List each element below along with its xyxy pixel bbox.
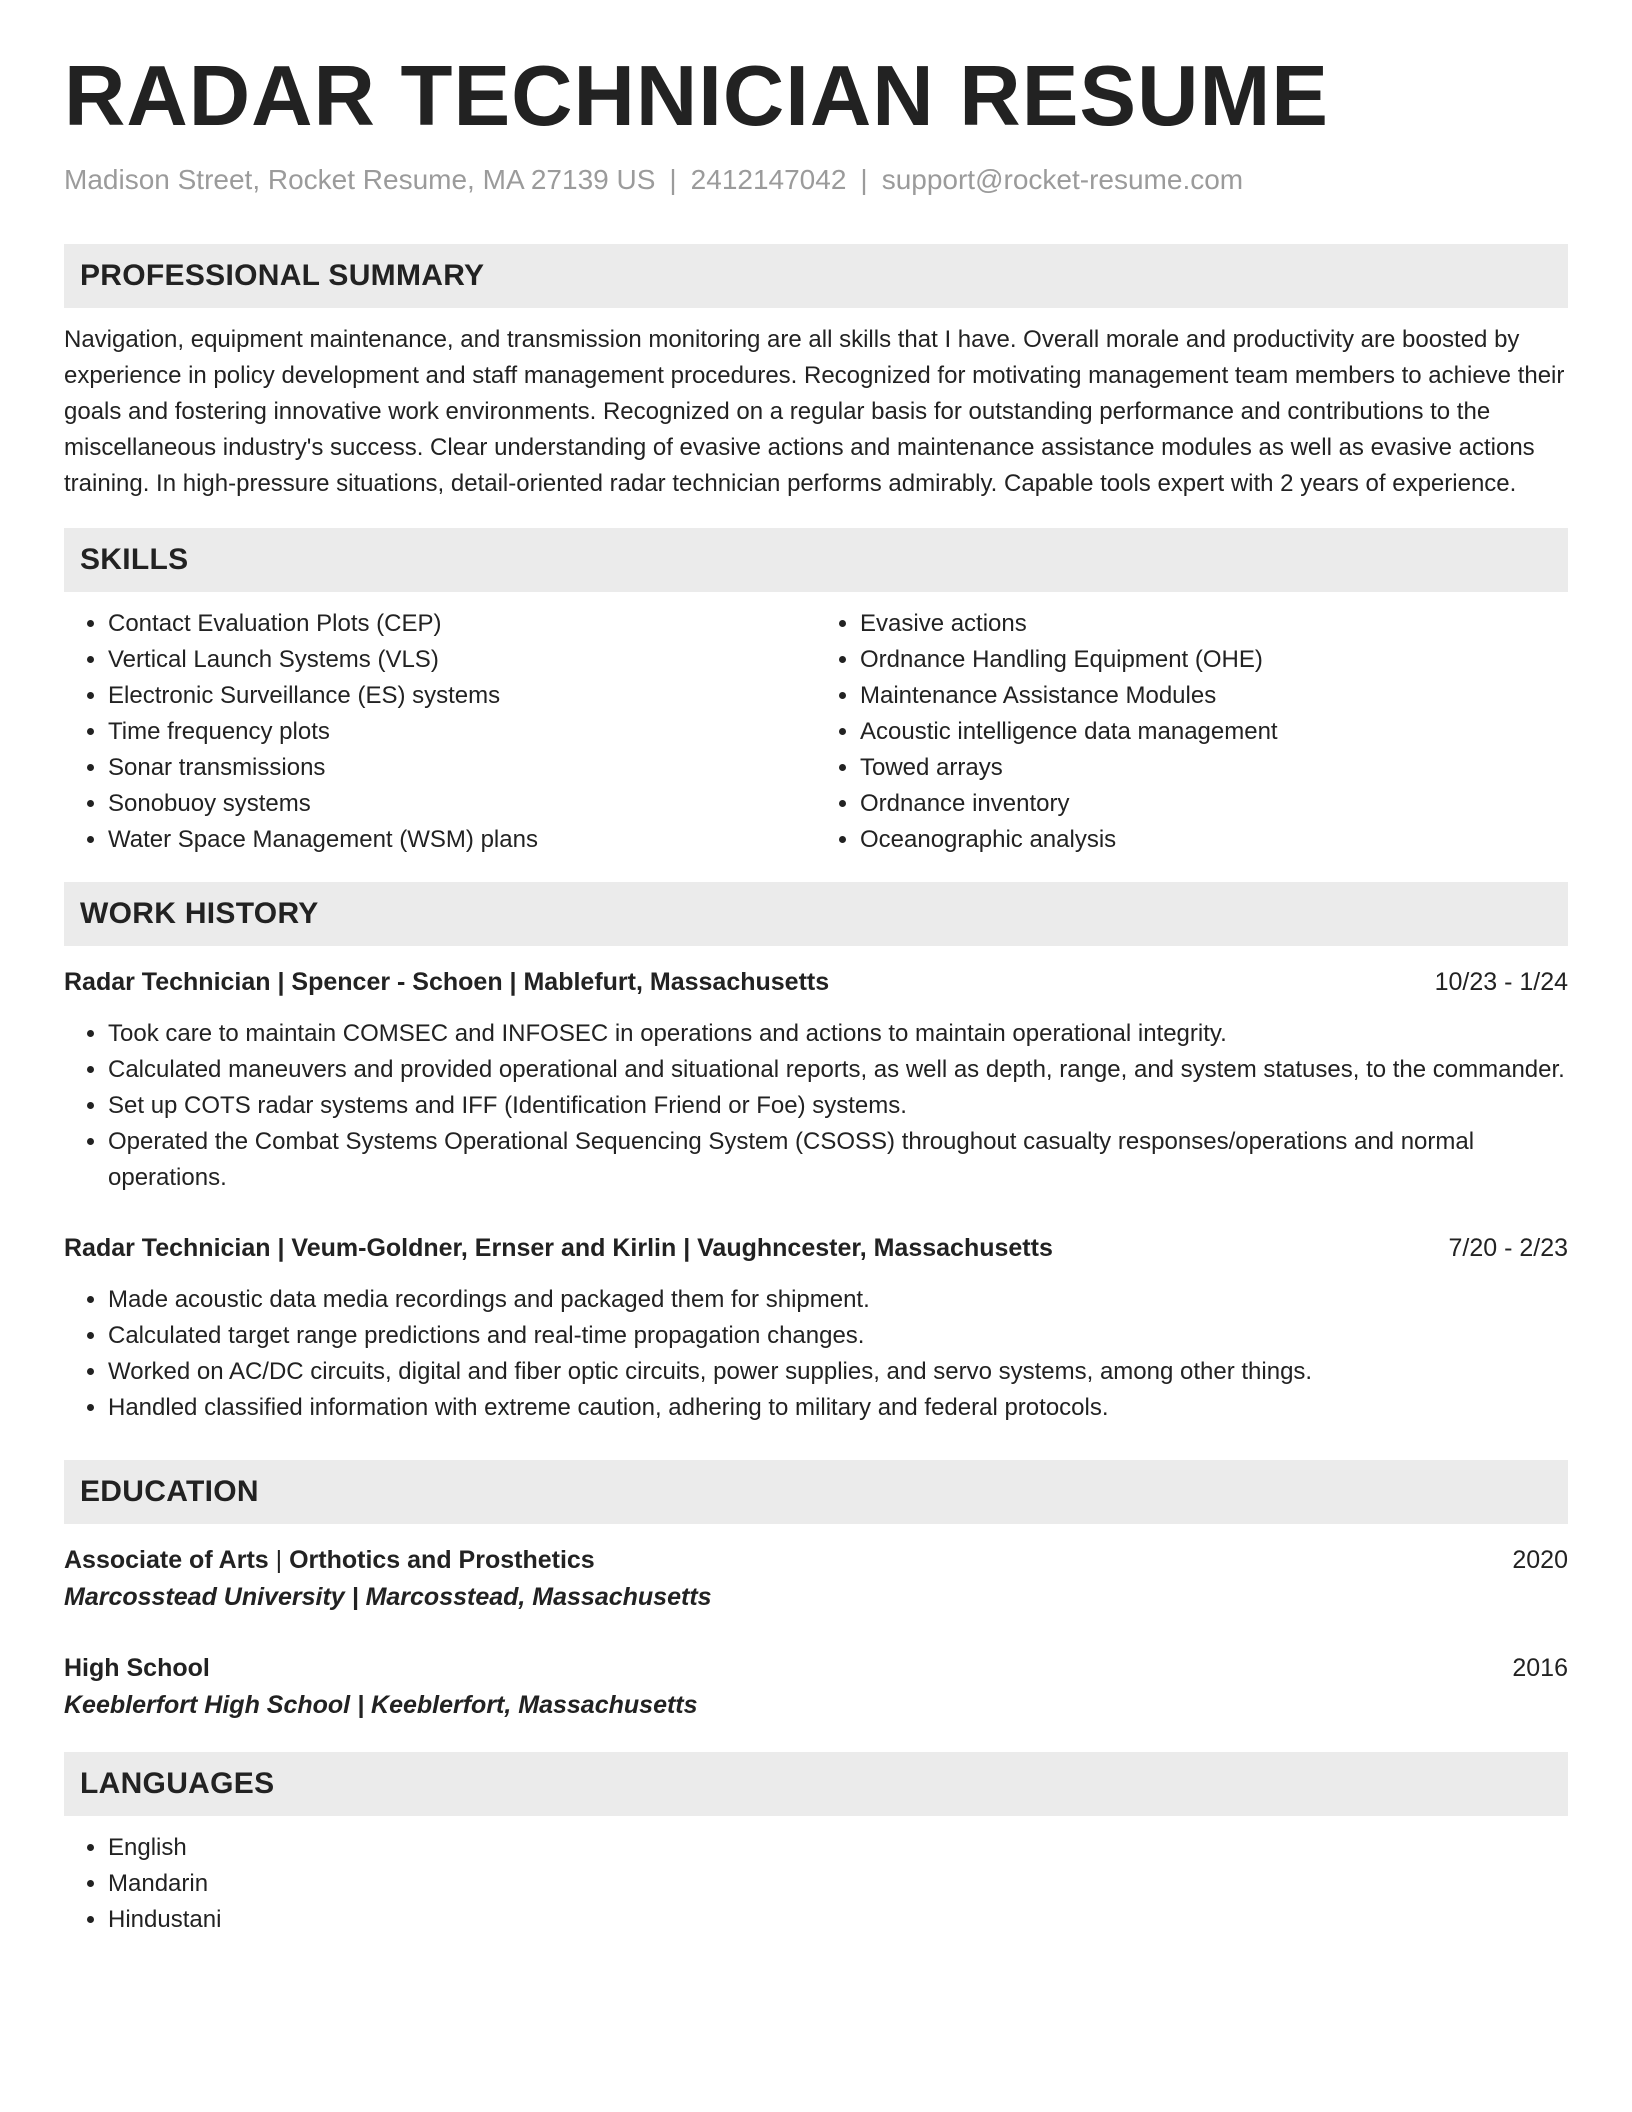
skill-item: • Ordnance inventory [860,786,1568,822]
job-bullet: • Handled classified information with extreme caution, adhering to military and federal protocols. [108,1390,1568,1426]
job-bullet: • Worked on AC/DC circuits, digital and fiber optic circuits, power supplies, and servo systems, among other things. [108,1354,1568,1390]
skills-list-right [816,606,1568,858]
skill-item: • Water Space Management (WSM) plans [108,822,816,858]
education-field: Orthotics and Prosthetics [289,1545,595,1574]
job-bullets [64,1282,1568,1426]
summary-text: Navigation, equipment maintenance, and transmission monitoring are all skills that I have. Overall morale and productivity are boosted by experience in policy development and staff management procedures. Recognized for motivating management team members to achieve their goals and fostering innovative work environments. Recognized on a regular basis for outstanding performance and contributions to the miscellaneous industry's success. Clear understanding of evasive actions and maintenance assistance modules as well as evasive actions training. In high-pressure situations, detail-oriented radar technician performs admirably. Capable tools expert with 2 years of experience. [64,325,1565,497]
resume-title: RADAR TECHNICIAN RESUME [64,49,1329,144]
section-header-languages: LANGUAGES [64,1752,1568,1816]
education-school: Marcosstead University | Marcosstead, Massachusetts [64,1582,712,1611]
skill-item: • Electronic Surveillance (ES) systems [108,678,816,714]
skill-item: • Time frequency plots [108,714,816,750]
skills-column-left [64,606,816,858]
job-bullet: • Calculated maneuvers and provided operational and situational reports, as well as depth, range, and system statuses, to the commander. [108,1052,1568,1088]
skills-column-right [816,606,1568,858]
job-bullet: • Took care to maintain COMSEC and INFOSEC in operations and actions to maintain operational integrity. [108,1016,1568,1052]
skill-item: • Sonobuoy systems [108,786,816,822]
job-bullets [64,1016,1568,1196]
section-header-skills: SKILLS [64,528,1568,592]
job-header [64,964,1568,1000]
languages-list [64,1830,1568,1938]
education-separator: | [268,1545,290,1574]
job-bullet: • Set up COTS radar systems and IFF (Identification Friend or Foe) systems. [108,1088,1568,1124]
education-school: Keeblerfort High School | Keeblerfort, Massachusetts [64,1690,698,1719]
language-item: • English [108,1830,1568,1866]
education-year: 2020 [1512,1545,1568,1574]
contact-address: Madison Street, Rocket Resume, MA 27139 US [64,163,656,195]
contact-email: support@rocket-resume.com [881,163,1244,195]
skill-item: • Ordnance Handling Equipment (OHE) [860,642,1568,678]
skill-item: • Acoustic intelligence data management [860,714,1568,750]
education-header [64,1650,1568,1686]
skill-item: • Contact Evaluation Plots (CEP) [108,606,816,642]
job-title-line: Radar Technician | Spencer - Schoen | Mablefurt, Massachusetts [64,967,830,996]
skill-item: • Evasive actions [860,606,1568,642]
education-year: 2016 [1512,1653,1568,1682]
skills-list-left [64,606,816,858]
skill-item: • Maintenance Assistance Modules [860,678,1568,714]
job-title-line: Radar Technician | Veum-Goldner, Ernser and Kirlin | Vaughncester, Massachusetts [64,1233,1053,1262]
skill-item: • Towed arrays [860,750,1568,786]
section-header-education: EDUCATION [64,1460,1568,1524]
section-header-summary: PROFESSIONAL SUMMARY [64,244,1568,308]
job-dates: 10/23 - 1/24 [1434,967,1568,996]
job-dates: 7/20 - 2/23 [1448,1233,1568,1262]
contact-separator: | [860,163,868,195]
contact-line [64,162,1568,198]
contact-phone: 2412147042 [690,163,847,195]
education-header [64,1542,1568,1578]
job-bullet: • Calculated target range predictions and real-time propagation changes. [108,1318,1568,1354]
skill-item: • Sonar transmissions [108,750,816,786]
section-header-work-history: WORK HISTORY [64,882,1568,946]
language-item: • Mandarin [108,1866,1568,1902]
education-degree: Associate of Arts [64,1545,269,1574]
education-degree-line [64,1542,595,1578]
language-item: • Hindustani [108,1902,1568,1938]
contact-separator: | [669,163,677,195]
job-header [64,1230,1568,1266]
job-bullet: • Made acoustic data media recordings and packaged them for shipment. [108,1282,1568,1318]
skills-grid [64,606,1568,858]
skill-item: • Vertical Launch Systems (VLS) [108,642,816,678]
job-bullet: • Operated the Combat Systems Operational Sequencing System (CSOSS) throughout casualty responses/operations and normal operations. [108,1124,1568,1196]
skill-item: • Oceanographic analysis [860,822,1568,858]
education-degree: High School [64,1653,210,1682]
